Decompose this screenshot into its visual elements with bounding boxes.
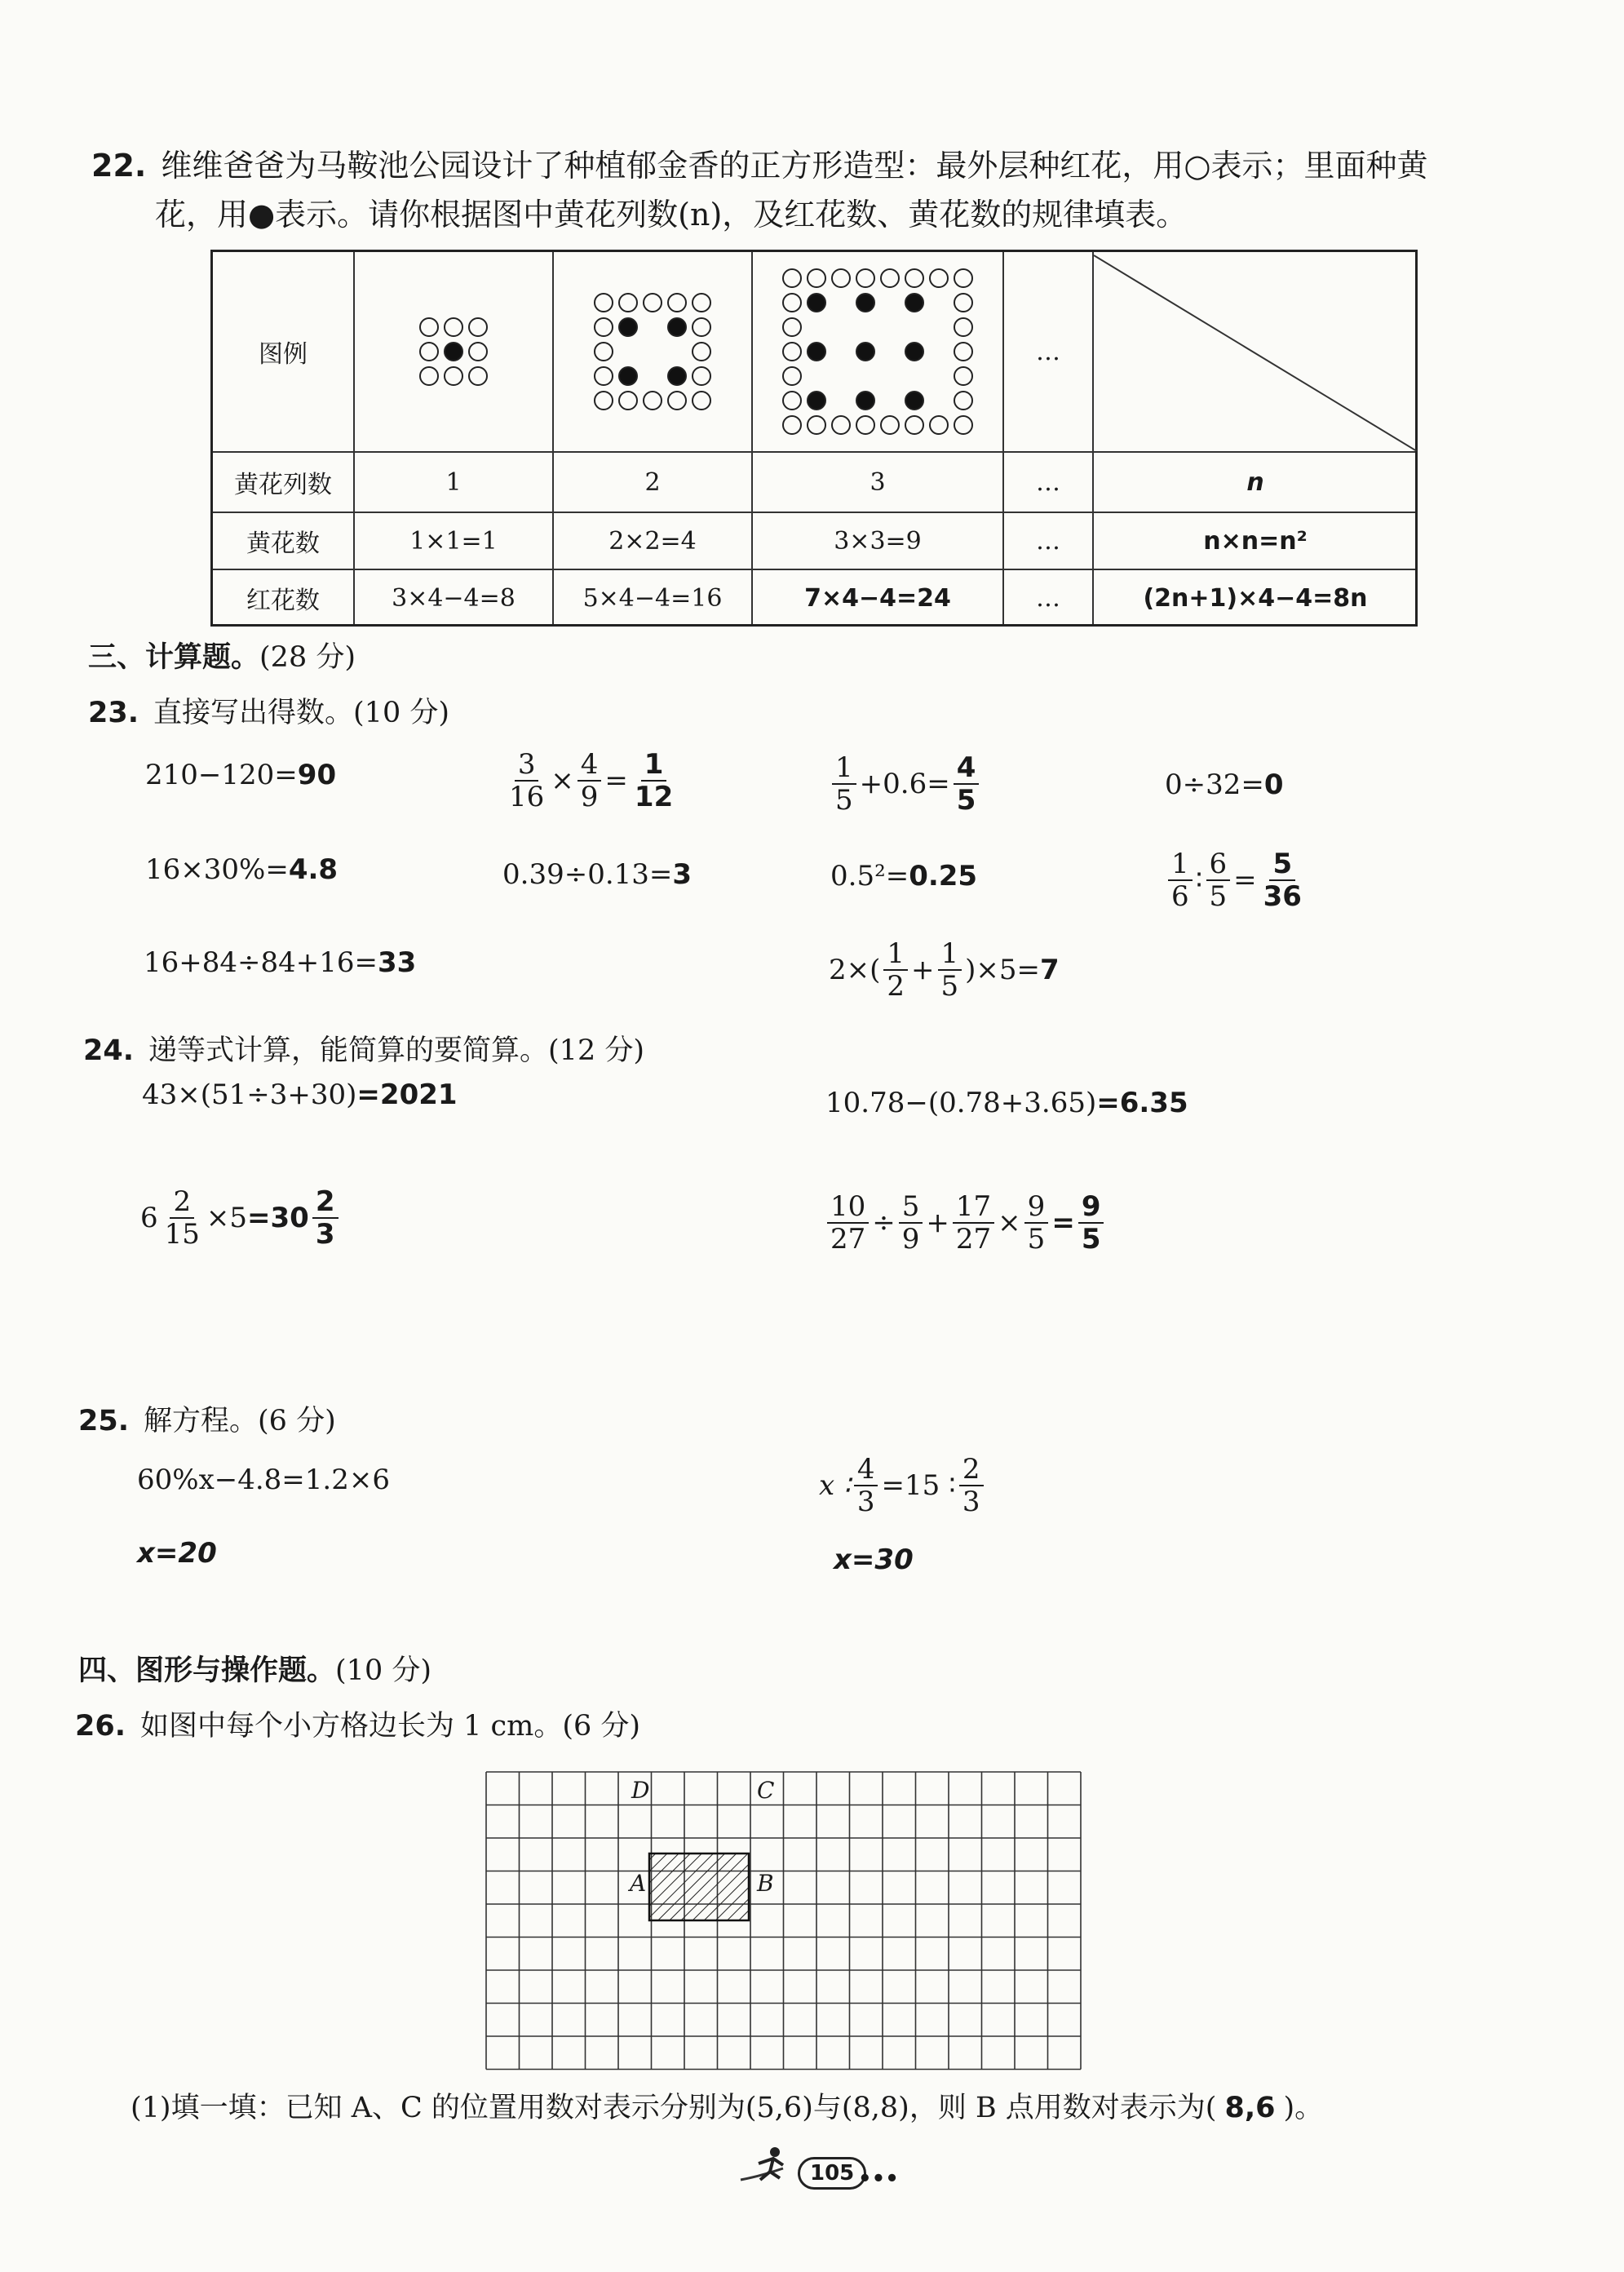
ellipsis-yellow: … <box>1036 526 1060 556</box>
ellipsis-red: … <box>1036 583 1060 613</box>
q22-line1 <box>91 140 1428 185</box>
pattern-table <box>210 250 1418 627</box>
red-1: 3×4−4=8 <box>392 583 516 613</box>
q25-header: 25. 解方程。(6 分) <box>78 1405 336 1437</box>
q24-header: 24. 递等式计算，能简算的要简算。(12 分) <box>83 1034 645 1067</box>
yellow-3: 3×3=9 <box>834 526 922 556</box>
diagonal-line <box>1094 252 1417 451</box>
q26-header: 26. 如图中每个小方格边长为 1 cm。(6 分) <box>75 1710 641 1743</box>
yellow-1: 1×1=1 <box>409 526 498 556</box>
q23-e4: 0÷32= 0 <box>1165 768 1284 801</box>
label-a: A <box>630 1870 647 1897</box>
q23-e7: 0.5²= 0.25 <box>830 860 978 892</box>
q23-e5: 16×30%= 4.8 <box>145 853 339 886</box>
grid-figure <box>485 1770 1085 2082</box>
q23-e2: $\frac{3}{16}$ × $\frac{4}{9}$ = $\frac{1}{12}$ <box>509 748 674 814</box>
page-number: 105 <box>798 2157 866 2190</box>
footer-dots-icon: ••• <box>858 2167 899 2191</box>
label-c: C <box>757 1777 775 1804</box>
ellipsis-cols: … <box>1036 467 1060 497</box>
cols-3: 3 <box>870 467 886 497</box>
q23-e9: 16+84÷84+16= 33 <box>144 946 417 979</box>
section3-title: 三、计算题。(28 分) <box>88 641 356 674</box>
q24-e4: $\frac{10}{27}$ ÷ $\frac{5}{9}$ + $\frac{17}{27}$ × $\frac{9}{5}$ = $\frac{9}{5}$ <box>824 1191 1107 1255</box>
q23-e3: $\frac{1}{5}$ +0.6= $\frac{4}{5}$ <box>829 752 982 816</box>
header-legend: 图例 <box>259 340 308 369</box>
shaded-rectangle <box>649 1853 749 1920</box>
red-n: (2n+1)×4−4=8n <box>1143 583 1368 613</box>
red-2: 5×4−4=16 <box>582 583 723 613</box>
header-red: 红花数 <box>246 587 320 615</box>
q25-ans2: x=30 <box>834 1543 914 1576</box>
q25-eq1: 60%x−4.8=1.2×6 <box>137 1464 390 1496</box>
label-b: B <box>757 1870 774 1897</box>
header-yellow: 黄花数 <box>246 529 320 558</box>
q22-number: 22. <box>91 148 147 184</box>
q22-text1: 维维爸爸为马鞍池公园设计了种植郁金香的正方形造型：最外层种红花，用○表示；里面种黄 <box>161 148 1428 184</box>
q23-e8: $\frac{1}{6}$ ∶ $\frac{6}{5}$ = $\frac{5}{36}$ <box>1165 848 1308 912</box>
ellipsis-legend: … <box>1036 337 1060 366</box>
q23-e1: 210−120= 90 <box>145 759 337 791</box>
grid-svg <box>485 1770 1085 2079</box>
cols-1: 1 <box>445 467 462 497</box>
q24-e2: 10.78−(0.78+3.65) =6.35 <box>825 1087 1188 1119</box>
yellow-2: 2×2=4 <box>608 526 697 556</box>
q26-sub1: (1)填一填：已知 A、C 的位置用数对表示分别为(5,6)与(8,8)，则 B 点用数对表示为( 8,6 )。 <box>131 2092 1324 2124</box>
q24-e1: 43×(51÷3+30) =2021 <box>142 1078 458 1111</box>
section4-title: 四、图形与操作题。(10 分) <box>78 1654 431 1687</box>
q25-ans1: x=20 <box>137 1537 217 1570</box>
cols-2: 2 <box>644 467 661 497</box>
q22-line2: 花，用●表示。请你根据图中黄花列数(n)，及红花数、黄花数的规律填表。 <box>155 197 1188 233</box>
pattern-1 <box>355 252 552 451</box>
q23-header: 23. 直接写出得数。(10 分) <box>88 697 450 729</box>
pattern-3 <box>753 252 1002 451</box>
pattern-2 <box>554 252 751 451</box>
q23-e6: 0.39÷0.13= 3 <box>502 858 693 891</box>
cols-n: n <box>1246 467 1264 497</box>
red-3: 7×4−4=24 <box>804 583 951 613</box>
runner-logo-icon <box>734 2144 799 2190</box>
q24-e3: 6 $\frac{2}{15}$ ×5 =30 $\frac{2}{3}$ <box>140 1186 342 1250</box>
header-columns: 黄花列数 <box>234 471 332 499</box>
yellow-n: n×n=n² <box>1203 526 1308 556</box>
q25-eq2: x ∶ $\frac{4}{3}$ =15 ∶ $\frac{2}{3}$ <box>819 1454 987 1517</box>
label-d: D <box>631 1777 650 1804</box>
q23-e10: 2×( $\frac{1}{2}$ + $\frac{1}{5}$ )×5= 7 <box>829 937 1060 1003</box>
